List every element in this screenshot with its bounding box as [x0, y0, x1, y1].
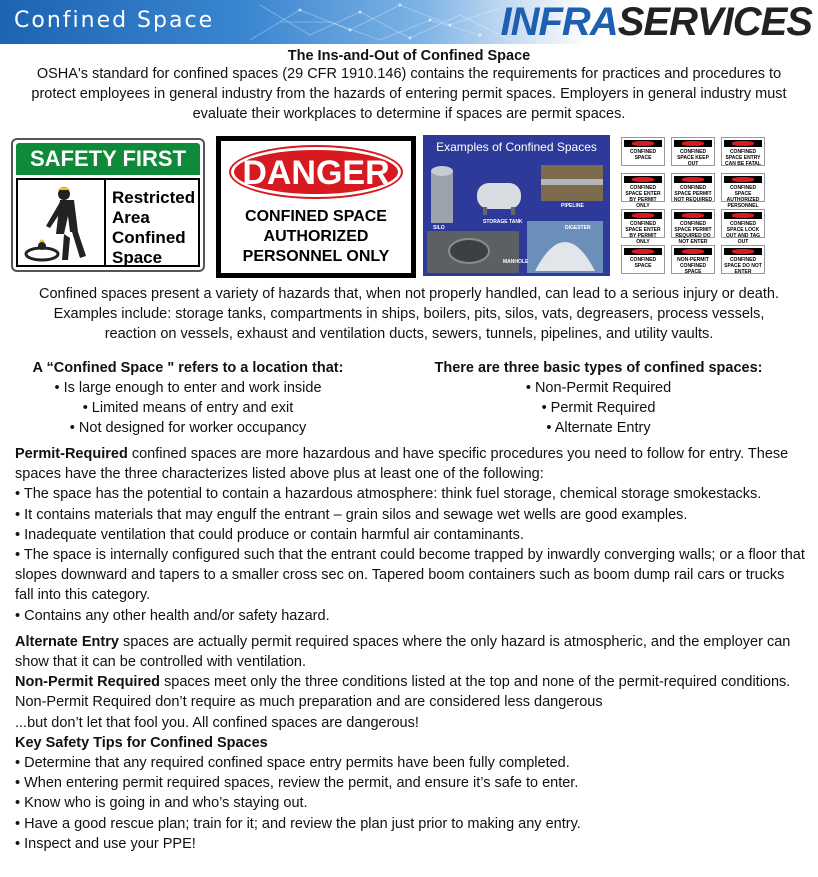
safety-sign-text — [112, 188, 195, 268]
mini-sign-text: CONFINED SPACE LOCK OUT AND TAG OUT — [725, 221, 761, 245]
list-item-text: When entering permit required spaces, review the permit, and ensure it’s safe to enter. — [24, 775, 579, 792]
list-item: • Not designed for worker occupancy — [69, 420, 307, 436]
list-item: • The space has the potential to contain a hazardous atmosphere: think fuel storage, chemical storage smokestacks. — [15, 486, 762, 503]
logo-infra: INFRA — [500, 0, 618, 44]
mini-sign — [621, 209, 665, 245]
mini-sign-text: CONFINED SPACE ENTER BY PERMIT ONLY — [625, 221, 661, 245]
banner-title: Confined Space — [14, 8, 215, 33]
safety-sign-header: SAFETY FIRST — [16, 143, 200, 175]
permit-required-paragraph — [15, 444, 805, 484]
list-item-text: Is large enough to enter and work inside — [63, 380, 322, 396]
mini-sign — [671, 137, 715, 166]
image-row — [0, 132, 818, 279]
two-column-lists — [0, 358, 818, 438]
list-item: • Know who is going in and who’s staying out. — [15, 795, 308, 812]
types-heading: There are three basic types of confined spaces: — [434, 360, 763, 376]
mini-sign-header-icon — [724, 176, 762, 183]
list-item: • When entering permit required spaces, review the permit, and ensure it’s safe to enter. — [15, 775, 579, 792]
danger-sign-line: CONFINED SPACE — [245, 208, 387, 225]
mini-sign-header-icon — [724, 212, 762, 219]
list-item: • Alternate Entry — [546, 420, 651, 436]
list-item: • Contains any other health and/or safety hazard. — [15, 607, 330, 624]
permit-required-term: Permit-Required — [15, 446, 128, 462]
alternate-entry-text: spaces are actually permit required spaces where the only hazard is atmospheric, and the employer can show that it can be controlled with ventilation. — [15, 633, 791, 671]
main-content — [0, 46, 818, 852]
list-item-text: Know who is going in and who’s staying out. — [24, 795, 308, 812]
logo-services: SERVICES — [617, 0, 812, 44]
danger-sign-header: DANGER — [231, 147, 401, 197]
mini-sign-text: NON-PERMIT CONFINED SPACE — [677, 257, 709, 275]
definition-heading: A “Confined Space " refers to a location that: — [32, 360, 344, 376]
alternate-entry-paragraph — [15, 632, 805, 672]
list-item: • Is large enough to enter and work inside — [54, 380, 322, 396]
list-item: • The space is internally configured such that the entrant could become trapped by inwardly converging walls; or a floor that slopes downward and tapers to a smaller cross sec on. Tapered boom containers such as boom dump rail cars or trucks fall into this category. — [15, 547, 805, 604]
list-item-text: Determine that any required confined space entry permits have been fully completed. — [24, 755, 570, 772]
list-item-text: The space is internally configured such that the entrant could become trapped by inwardly converging walls; or a floor that slopes downward and tapers to a smaller cross sec on. Tapered boom containers such as boom dump rail cars or trucks fall into this category. — [15, 547, 805, 604]
mini-sign-header-icon — [674, 140, 712, 147]
list-item-text: Contains any other health and/or safety hazard. — [24, 607, 330, 624]
page-title: The Ins-and-Out of Confined Space — [287, 48, 531, 64]
mini-sign-text: CONFINED SPACE PERMIT REQUIRED DO NOT ENTER — [674, 221, 712, 245]
danger-sign-line: PERSONNEL ONLY — [242, 248, 390, 265]
mini-sign-header-icon — [724, 248, 762, 255]
definition-list — [0, 358, 376, 438]
details-section — [15, 444, 805, 854]
mini-sign-header-icon — [624, 140, 662, 147]
safety-sign-line: Confined — [112, 228, 186, 247]
infraservices-logo — [500, 0, 812, 44]
list-item-text: Permit Required — [550, 400, 656, 416]
mini-sign-text: CONFINED SPACE ENTRY CAN BE FATAL — [725, 149, 761, 167]
list-item: • Determine that any required confined space entry permits have been fully completed. — [15, 755, 570, 772]
list-item-text: Have a good rescue plan; train for it; and review the plan just prior to making any entry. — [24, 815, 581, 832]
hazards-paragraph: Confined spaces present a variety of hazards that, when not properly handled, can lead to a serious injury or death. Examples include: storage tanks, compartments in ships, boilers, pits, silos, vats, degreasers, process vessels, reaction on vessels, exhaust and ventilation ducts, sewers, tunnels, pipelines, and utility vaults. — [39, 286, 779, 342]
safety-first-sign — [11, 138, 205, 272]
non-permit-warning: ...but don’t let that fool you. All confined spaces are dangerous! — [15, 714, 419, 731]
non-permit-paragraph — [15, 672, 805, 712]
mini-sign-header-icon — [624, 248, 662, 255]
mini-sign — [621, 245, 665, 274]
example-label: MANHOLE — [503, 259, 529, 265]
mini-sign-header-icon — [674, 212, 712, 219]
list-item: • Permit Required — [541, 400, 656, 416]
examples-title: Examples of Confined Spaces — [436, 140, 597, 154]
tips-heading: Key Safety Tips for Confined Spaces — [15, 734, 268, 751]
list-item-text: Limited means of entry and exit — [91, 400, 294, 416]
list-item-text: Not designed for worker occupancy — [78, 420, 307, 436]
non-permit-text: spaces meet only the three conditions listed at the top and none of the permit-required conditions. Non-Permit Required don’t require as much preparation and are considered less dangerous — [15, 674, 791, 711]
list-item: • Non-Permit Required — [525, 380, 672, 396]
list-item-text: Inadequate ventilation that could produce or contain harmful air contaminants. — [24, 526, 524, 543]
mini-sign-grid — [621, 137, 811, 277]
list-item: • Inadequate ventilation that could produce or contain harmful air contaminants. — [15, 526, 524, 543]
example-label: DIGESTER — [565, 225, 591, 231]
mini-sign-header-icon — [674, 176, 712, 183]
header-banner — [0, 0, 818, 44]
safety-sign-line: Area — [112, 208, 150, 227]
list-item-text: Non-Permit Required — [534, 380, 672, 396]
worker-manhole-icon — [20, 182, 104, 270]
mini-sign-text: CONFINED SPACE DO NOT ENTER — [724, 257, 762, 275]
mini-sign — [721, 173, 765, 209]
mini-sign-text: CONFINED SPACE — [629, 257, 657, 269]
safety-sign-line: Restricted — [112, 188, 196, 207]
mini-sign — [621, 173, 665, 209]
list-item: • It contains materials that may engulf the entrant – grain silos and sewage wet wells are good examples. — [15, 506, 688, 523]
danger-sign-line: AUTHORIZED — [263, 228, 369, 245]
mini-sign — [721, 245, 765, 274]
mini-sign-header-icon — [674, 248, 712, 255]
mini-sign — [671, 173, 715, 202]
safety-sign-divider — [104, 180, 106, 265]
mini-sign-text: CONFINED SPACE AUTHORIZED PERSONNEL — [726, 185, 760, 209]
examples-collage — [423, 135, 610, 276]
example-label: SILO — [433, 225, 445, 231]
mini-sign — [721, 137, 765, 166]
danger-sign-text — [221, 207, 411, 267]
mini-sign — [721, 209, 765, 245]
non-permit-term: Non-Permit Required — [15, 674, 161, 691]
mini-sign — [671, 209, 715, 245]
example-label: STORAGE TANK — [483, 219, 523, 225]
list-item-text: The space has the potential to contain a hazardous atmosphere: think fuel storage, chemical storage smokestacks. — [23, 486, 762, 503]
list-item-text: Alternate Entry — [554, 420, 651, 436]
example-label: PIPELINE — [561, 203, 584, 209]
alternate-entry-term: Alternate Entry — [15, 633, 119, 650]
mini-sign-text: CONFINED SPACE KEEP OUT — [677, 149, 709, 167]
list-item: • Limited means of entry and exit — [82, 400, 294, 416]
intro-paragraph: OSHA's standard for confined spaces (29 CFR 1910.146) contains the requirements for practices and procedures to protect employees in general industry from the hazards of entering permit spaces. Employers in general industry must evaluate their workplaces to determine if spaces are permit spaces. — [31, 66, 787, 122]
permit-required-text: confined spaces are more hazardous and have specific procedures you need to follow for entry. These spaces have the three characterizes listed above plus at least one of the following: — [15, 446, 789, 483]
mini-sign-text: CONFINED SPACE ENTER BY PERMIT ONLY — [625, 185, 661, 209]
mini-sign-text: CONFINED SPACE PERMIT NOT REQUIRED — [673, 185, 713, 203]
mini-sign-header-icon — [624, 212, 662, 219]
list-item: • Inspect and use your PPE! — [15, 835, 196, 852]
safety-sign-body — [16, 178, 200, 267]
danger-sign — [216, 136, 416, 278]
mini-sign-header-icon — [724, 140, 762, 147]
list-item-text: Inspect and use your PPE! — [24, 835, 196, 852]
safety-sign-line: Space — [112, 248, 163, 267]
danger-sign-inner — [221, 141, 411, 273]
list-item: • Have a good rescue plan; train for it; and review the plan just prior to making any entry. — [15, 815, 581, 832]
list-item-text: It contains materials that may engulf the entrant – grain silos and sewage wet wells are good examples. — [24, 506, 688, 523]
mini-sign-text: CONFINED SPACE — [629, 149, 657, 161]
mini-sign — [621, 137, 665, 166]
types-list — [396, 358, 801, 438]
mini-sign — [671, 245, 715, 274]
mini-sign-header-icon — [624, 176, 662, 183]
